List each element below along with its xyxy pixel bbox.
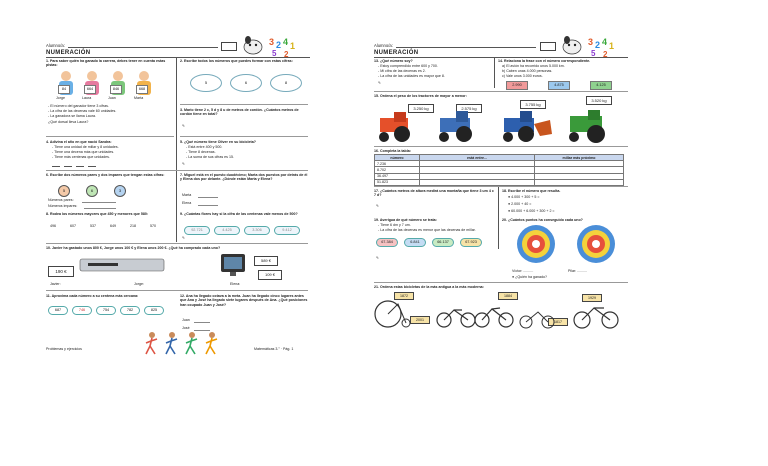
jose-label: José: [182, 326, 190, 330]
svg-text:2: 2: [603, 50, 608, 59]
q15-statement: 15. Ordena el peso de los tractores de mayor a menor:: [374, 94, 467, 98]
number-to-round: 782: [120, 306, 140, 315]
digit-circle: 6: [86, 185, 98, 197]
answer-cell[interactable]: [535, 179, 624, 185]
q14-statement: 14. Relaciona la frase con el número correspondiente.: [498, 59, 591, 63]
runner-name: Laura: [82, 96, 92, 100]
svg-text:1: 1: [609, 41, 615, 51]
year-tag: 1817: [548, 318, 568, 326]
footer-right: Matemáticas 3.° · Pág. 1: [254, 347, 294, 351]
svg-text:5: 5: [591, 49, 596, 58]
q1-statement: 1. Para saber quién ha ganado la carrera, debes tener en cuenta estas pistas:: [46, 59, 166, 68]
price-tag: 589 €: [254, 256, 278, 266]
digit-circle: 5: [58, 185, 70, 197]
answer-blank: [52, 166, 60, 167]
pilar-score: Pilar: ..........: [568, 269, 588, 273]
flower-value: 3.306: [244, 226, 270, 235]
q1-clue: - El número del ganador tiene 3 cifras.: [48, 104, 109, 108]
operation-text: 60.000 + 6.000 + 300 + 2 =: [511, 209, 555, 213]
operation-text: 2.000 + 40 =: [511, 202, 532, 206]
marta-label: Marta: [182, 193, 192, 197]
digit-circle: 3: [114, 185, 126, 197]
question-text: ¿Quién ha ganado?: [515, 275, 547, 279]
tv-illustration: [218, 252, 248, 280]
q4-statement: 4. Adivina el año en que nació Sandra:: [46, 140, 112, 144]
section-rule: [374, 282, 628, 283]
number-option: 496: [50, 224, 56, 228]
q1-question: ¿Qué dorsal lleva Laura?: [48, 120, 89, 124]
worksheet-page-1: [44, 38, 312, 356]
svg-text:5: 5: [272, 49, 277, 58]
weight-tag: 3.520 kg: [586, 96, 612, 105]
section-rule: [374, 146, 628, 147]
q1-clue: - La ganadora se llama Laura.: [48, 114, 96, 118]
runner-name: Marta: [134, 96, 144, 100]
odd-numbers-label: Números impares:: [48, 204, 78, 208]
svg-text:3: 3: [588, 37, 594, 47]
q11-statement: 11. Aproxima cada número a su centena más cercana:: [46, 294, 139, 298]
grade-box: [540, 42, 556, 51]
dartboards-illustration: [506, 224, 626, 266]
column-divider: [494, 58, 495, 88]
q14-item: b) Caben unas 4.000 personas.: [502, 69, 553, 73]
elena-label: Elena: [182, 201, 192, 205]
table-row: [375, 179, 624, 185]
section-rule: [180, 104, 308, 105]
section-rule: [180, 136, 308, 137]
page-title: NUMERACIÓN: [374, 50, 419, 56]
name-line: [68, 47, 218, 48]
column-header: millar más próximo: [535, 155, 624, 161]
number-option: 570: [150, 224, 156, 228]
price-tag: 109 €: [258, 270, 282, 280]
digit-bubble: 6: [230, 74, 262, 92]
q18-operation: ● 4.000 + 300 + 5 =: [508, 195, 540, 199]
year-tag: 2001: [410, 316, 430, 324]
page-title: NUMERACIÓN: [46, 50, 91, 56]
runner-name: Juan: [108, 96, 116, 100]
number-option: 67.923: [460, 238, 482, 247]
q18-operation: ● 60.000 + 6.000 + 300 + 2 =: [508, 209, 555, 213]
q4-clue: - Tiene más centenas que unidades.: [52, 155, 110, 159]
value-box: 4.875: [548, 81, 570, 90]
mascot-numbers-illustration: [239, 35, 309, 59]
svg-text:4: 4: [602, 37, 608, 47]
tractors-illustration: [374, 110, 628, 144]
q3-statement: 3. Mario tiene 2 c, 5 d y 8 u de metros de cordón. ¿Cuántos metros de cordón tiene en total?: [180, 108, 299, 117]
q19-statement: 19. Averigua de qué número se trata:: [374, 218, 437, 222]
digit-bubble: 5: [190, 74, 222, 92]
victor-score: Víctor: ..........: [512, 269, 534, 273]
runner-name: Jorge: [56, 96, 65, 100]
section-rule: [374, 91, 628, 92]
answer-pencil-icon: ✎: [376, 256, 380, 260]
answer-blank: [76, 166, 84, 167]
weight-tag: 3.755 kg: [520, 100, 546, 109]
answer-cell[interactable]: [420, 179, 535, 185]
name-line: [396, 47, 536, 48]
footer-left: Problemas y ejercicios: [46, 347, 82, 351]
mascot-numbers-illustration: [558, 35, 628, 59]
elena-label: Elena:: [230, 282, 241, 286]
q16-statement: 16. Completa la tabla:: [374, 149, 411, 153]
section-rule: [46, 136, 174, 137]
year-tag: 1884: [498, 292, 518, 300]
bib-number: 846: [110, 85, 122, 94]
number-option: 649: [110, 224, 116, 228]
title-rule: [46, 57, 310, 58]
q10-statement: 10. Javier ha gastado unos 800 €, Jorge unos 100 € y Elena unos 200 €. ¿Qué ha comprado cada uno?: [46, 246, 221, 250]
worksheet-page-2: [372, 38, 630, 356]
even-numbers-label: Números pares:: [48, 198, 74, 202]
column-divider: [176, 58, 177, 242]
price-tag: 190 €: [48, 266, 74, 277]
q19-clue: - Tiene 6 dm y 7 um.: [378, 223, 411, 227]
section-rule: [374, 186, 628, 187]
q6-statement: 6. Escribe dos números pares y dos impares que tengan estas cifras:: [46, 173, 165, 177]
number-to-round: 687: [48, 306, 68, 315]
number-option: 607: [70, 224, 76, 228]
weight-tag: 2.575 kg: [456, 104, 482, 113]
q13-statement: 13. ¿Qué número soy?: [374, 59, 413, 63]
number-to-round: 825: [144, 306, 164, 315]
svg-text:2: 2: [595, 40, 601, 50]
table-cell: 7.236: [375, 161, 420, 167]
q2-statement: 2. Escribe todos los números que puedes formar con estas cifras:: [180, 59, 293, 63]
weight-tag: 3.250 kg: [408, 104, 434, 113]
q1-clue: - La cifra de las decenas vale 60 unidades.: [48, 109, 117, 113]
q14-item: c) Vale unos 3.000 euros.: [502, 74, 543, 78]
q18-statement: 18. Escribe el número que resulta.: [502, 189, 561, 193]
answer-line: [198, 205, 218, 206]
table-cell: 36.497: [375, 173, 420, 179]
digit-bubble: 8: [270, 74, 302, 92]
year-tag: 1929: [582, 294, 602, 302]
javier-label: Javier:: [50, 282, 61, 286]
completion-table: [374, 154, 624, 186]
bib-number: 668: [136, 85, 148, 94]
grade-box: [221, 42, 237, 51]
q13-clue: - La cifra de las unidades es mayor que 8.: [378, 74, 445, 78]
answer-pencil-icon: ✎: [182, 236, 186, 240]
q13-clue: - Estoy comprendido entre 600 y 700.: [378, 64, 438, 68]
q21-statement: 21. Ordena estas bicicletas de la más antigua a la más moderna:: [374, 285, 484, 289]
answer-line: [194, 322, 210, 323]
bib-number: 84: [58, 85, 70, 94]
q8-statement: 8. Rodea los números mayores que 450 y menores que 580:: [46, 212, 149, 216]
answer-pencil-icon: ✎: [182, 124, 186, 128]
student-name-label: Alumno/a:: [46, 43, 65, 48]
table-cell: 8.702: [375, 167, 420, 173]
bib-number: 664: [84, 85, 96, 94]
column-divider: [498, 187, 499, 249]
svg-text:2: 2: [284, 50, 289, 59]
q20-statement: 20. ¿Cuántos puntos ha conseguido cada uno?: [502, 218, 583, 222]
column-header: está entre...: [420, 155, 535, 161]
value-box: 4.125: [590, 81, 612, 90]
number-option: 537: [90, 224, 96, 228]
student-name-label: Alumno/a:: [374, 43, 393, 48]
answer-line: [198, 197, 218, 198]
q9-statement: 9. ¿Cuántas flores hay si la cifra de las centenas vale menos de 500?: [180, 212, 298, 216]
svg-text:4: 4: [283, 37, 289, 47]
q5-clue: - Está entre 400 y 500.: [186, 145, 223, 149]
svg-text:3: 3: [269, 37, 275, 47]
number-option: 218: [130, 224, 136, 228]
answer-pencil-icon: ✎: [182, 162, 186, 166]
q4-clue: - Tiene una unidad de millar y 8 unidades.: [52, 145, 119, 149]
number-option: 67.384: [376, 238, 398, 247]
number-to-round: 746: [72, 306, 92, 315]
runners-finish-illustration: [144, 330, 234, 356]
q7-statement: 7. Miguel está en el puesto duodécimo; Marta dos puestos por detrás de él y Elena dos por delante. ¿Dónde están Marta y Elena?: [180, 173, 308, 182]
section-rule: [46, 290, 308, 291]
q17-statement: 17. ¿Cuántos metros de altura medirá una montaña que tiene 3 um 4 c 7 d?: [374, 189, 494, 198]
column-header: número: [375, 155, 420, 161]
number-option: 66.137: [432, 238, 454, 247]
q5-statement: 5. ¿Qué número tiene Oliver en su bicicleta?: [180, 140, 256, 144]
juan-label: Juan: [182, 318, 190, 322]
q5-clue: - Tiene 8 decenas.: [186, 150, 216, 154]
answer-blank: [64, 166, 72, 167]
flower-value: 92.721: [184, 226, 210, 235]
svg-text:1: 1: [290, 41, 296, 51]
answer-blank: [88, 166, 96, 167]
svg-text:2: 2: [276, 40, 282, 50]
q19-clue: - La cifra de las decenas es menor que las decenas de millar.: [378, 228, 476, 232]
answer-line: [82, 202, 116, 203]
q14-item: a) El avión ha recorrido unos 5.000 km.: [502, 64, 565, 68]
q5-clue: - La suma de sus cifras es 15.: [186, 155, 234, 159]
section-rule: [46, 243, 308, 244]
q4-clue: - Tiene una decena más que unidades.: [52, 150, 115, 154]
dvd-player-illustration: [78, 255, 168, 275]
table-cell: 51.823: [375, 179, 420, 185]
section-rule: [46, 170, 308, 171]
answer-pencil-icon: ✎: [376, 204, 380, 208]
title-rule: [374, 57, 628, 58]
year-tag: 1872: [394, 292, 414, 300]
operation-text: 4.000 + 300 + 5 =: [511, 195, 540, 199]
flower-value: 4.425: [214, 226, 240, 235]
q12-statement: 12. Ana ha llegado octava a la meta. Juan ha llegado cinco lugares antes que Ana y José ha llegado siete lugares después de Ana. ¿Qué posiciones han ocupado Juan y José?: [180, 294, 308, 307]
number-option: 6.841: [404, 238, 426, 247]
number-to-round: 754: [96, 306, 116, 315]
value-box: 2.990: [506, 81, 528, 90]
q18-operation: ● 2.000 + 40 =: [508, 202, 532, 206]
answer-line: [84, 208, 116, 209]
q13-clue: - Mi cifra de las decenas es 2.: [378, 69, 426, 73]
q20-question: ● ¿Quién ha ganado?: [512, 275, 547, 279]
bicycles-illustration: [374, 298, 628, 330]
flower-value: 9.412: [274, 226, 300, 235]
answer-pencil-icon: ✎: [378, 81, 382, 85]
jorge-label: Jorge:: [134, 282, 144, 286]
